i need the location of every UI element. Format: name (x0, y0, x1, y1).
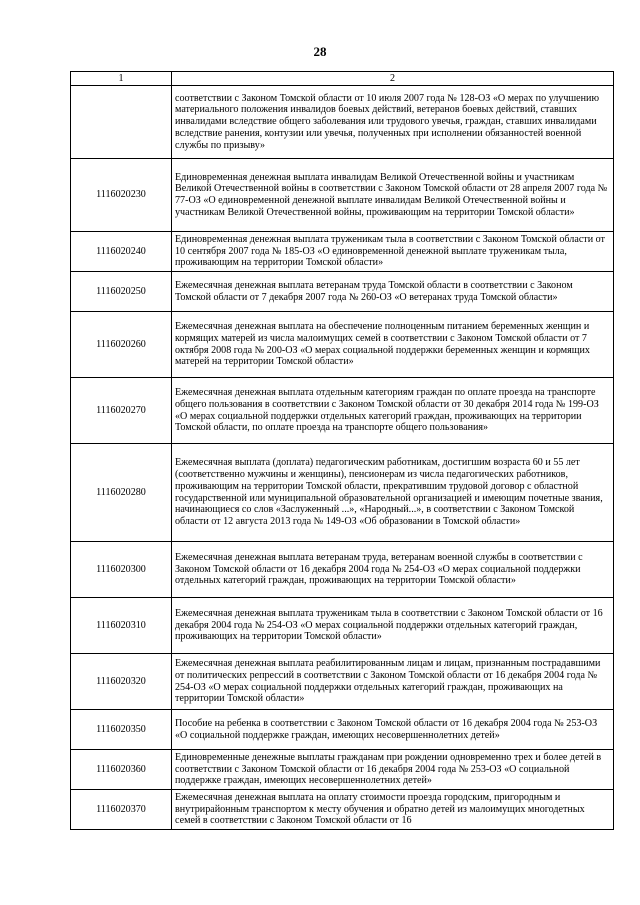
row-code: 1116020300 (71, 542, 172, 598)
row-code: 1116020240 (71, 232, 172, 272)
table-row (71, 750, 614, 790)
row-code: 1116020260 (71, 312, 172, 378)
row-description: Ежемесячная выплата (доплата) педагогическим работникам, достигшим возраста 60 и 55 лет (соответственно мужчины и женщины), пенсионерам из числа педагогических работников, проживающим на территории Томской области, прекратившим трудовой договор с областной государственной или муниципальной образовательной организацией и имеющим почетные звания, начинающиеся со слов «Заслуженный ...», «Народный...», в соответствии с Законом Томской области от 12 августа 2013 года № 149-ОЗ «Об образовании в Томской области» (172, 444, 614, 542)
row-description: Ежемесячная денежная выплата ветеранам труда Томской области в соответствии с Законом Томской области от 7 декабря 2007 года № 260-ОЗ «О ветеранах труда Томской области» (172, 272, 614, 312)
row-code (71, 86, 172, 159)
column-header-code: 1 (71, 72, 172, 86)
column-header-description: 2 (172, 72, 614, 86)
row-description: Пособие на ребенка в соответствии с Законом Томской области от 16 декабря 2004 года № 253-ОЗ «О социальной поддержке граждан, имеющих несовершеннолетних детей» (172, 710, 614, 750)
row-description: Ежемесячная денежная выплата на обеспечение полноценным питанием беременных женщин и кормящих матерей из числа малоимущих семей в соответствии с Законом Томской области от 7 октября 2008 года № 200-ОЗ «О мерах социальной поддержки беременных женщин и кормящих матерей на территории Томской области» (172, 312, 614, 378)
row-description: Ежемесячная денежная выплата на оплату стоимости проезда городским, пригородным и внутрирайонным транспортом к месту обучения и обратно детей из малоимущих многодетных семей в соответствии с Законом Томской области от 16 (172, 790, 614, 830)
row-description: Ежемесячная денежная выплата труженикам тыла в соответствии с Законом Томской области от 16 декабря 2004 года № 254-ОЗ «О мерах социальной поддержки отдельных категорий граждан, проживающих на территории Томской области» (172, 598, 614, 654)
row-code: 1116020310 (71, 598, 172, 654)
page-number: 28 (313, 44, 327, 59)
row-description: Ежемесячная денежная выплата ветеранам труда, ветеранам военной службы в соответствии с Законом Томской области от 16 декабря 2004 года № 254-ОЗ «О мерах социальной поддержки отдельных категорий граждан, проживающих на территории Томской области» (172, 542, 614, 598)
row-description: соответствии с Законом Томской области от 10 июля 2007 года № 128-ОЗ «О мерах по улучшению материального положения инвалидов боевых действий, ветеранов боевых действий, ставших инвалидами вследствие общего заболевания или трудового увечья, граждан, ставших инвалидами вследствие ранения, контузии или увечья, полученных при исполнении обязанностей военной службы по призыву» (172, 86, 614, 159)
budget-classification-table (70, 71, 614, 830)
row-description: Ежемесячная денежная выплата реабилитированным лицам и лицам, признанным пострадавшими от политических репрессий в соответствии с Законом Томской области от 16 декабря 2004 года № 254-ОЗ «О мерах социальной поддержки отдельных категорий граждан, проживающих на территории Томской области» (172, 654, 614, 710)
table-row (71, 598, 614, 654)
row-description: Единовременные денежные выплаты гражданам при рождении одновременно трех и более детей в соответствии с Законом Томской области от 16 декабря 2004 года № 253-ОЗ «О социальной поддержке граждан, имеющих несовершеннолетних детей» (172, 750, 614, 790)
table-row (71, 272, 614, 312)
table-row (71, 790, 614, 830)
table-row (71, 86, 614, 159)
table-row (71, 444, 614, 542)
row-code: 1116020350 (71, 710, 172, 750)
table-row (71, 542, 614, 598)
table-row (71, 654, 614, 710)
row-code: 1116020250 (71, 272, 172, 312)
row-description: Единовременная денежная выплата инвалидам Великой Отечественной войны и участникам Великой Отечественной войны в соответствии с Законом Томской области от 28 апреля 2007 года № 77-ОЗ «О единовременной денежной выплате инвалидам Великой Отечественной войны и участникам Великой Отечественной войны, проживающим на территории Томской области» (172, 159, 614, 232)
row-code: 1116020280 (71, 444, 172, 542)
table-row (71, 710, 614, 750)
row-description: Единовременная денежная выплата труженикам тыла в соответствии с Законом Томской области от 10 сентября 2007 года № 185-ОЗ «О единовременной денежной выплате труженикам тыла, проживающим на территории Томской области» (172, 232, 614, 272)
row-code: 1116020230 (71, 159, 172, 232)
table-row (71, 312, 614, 378)
table-header-row (71, 72, 614, 86)
table-row (71, 232, 614, 272)
row-code: 1116020320 (71, 654, 172, 710)
table-row (71, 378, 614, 444)
row-code: 1116020360 (71, 750, 172, 790)
row-description: Ежемесячная денежная выплата отдельным категориям граждан по оплате проезда на транспорте общего пользования в соответствии с Законом Томской области от 30 декабря 2014 года № 199-ОЗ «О мерах социальной поддержки отдельных категорий граждан, проживающих на территории Томской области, по оплате проезда на транспорте общего пользования» (172, 378, 614, 444)
row-code: 1116020370 (71, 790, 172, 830)
row-code: 1116020270 (71, 378, 172, 444)
table-row (71, 159, 614, 232)
